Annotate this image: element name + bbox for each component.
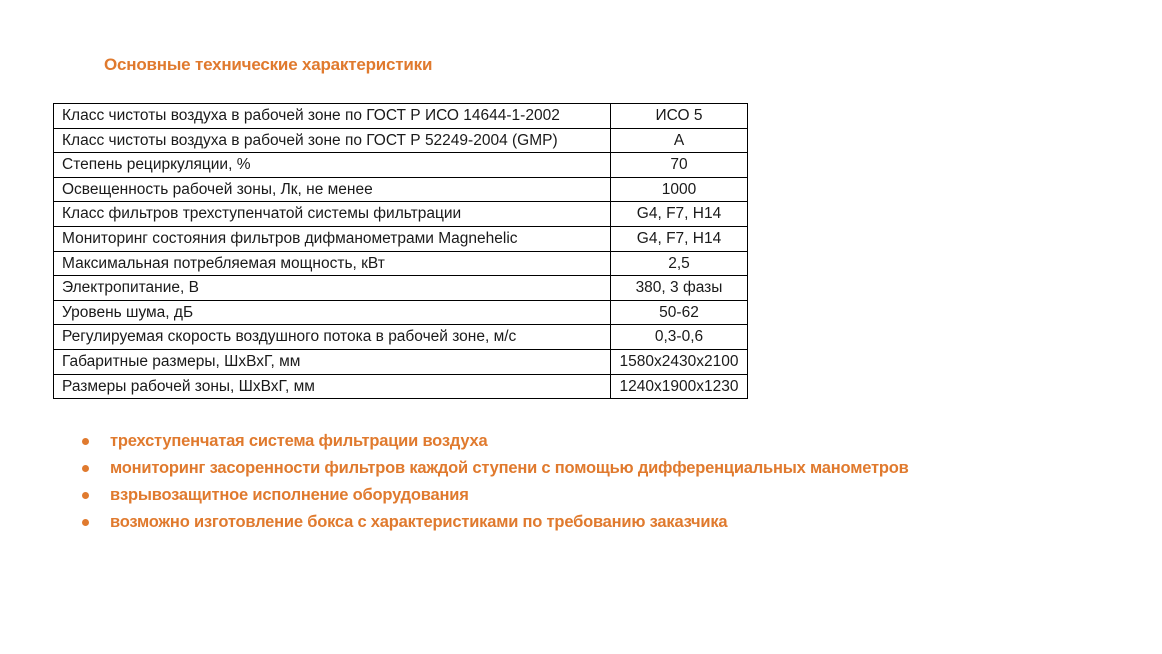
value-cell: 1580x2430x2100 [611, 349, 748, 374]
param-cell: Уровень шума, дБ [54, 300, 611, 325]
table-row [54, 325, 748, 350]
table-row [54, 226, 748, 251]
bullet-icon [82, 519, 89, 526]
param-cell: Электропитание, В [54, 276, 611, 301]
param-cell: Мониторинг состояния фильтров дифманометрами Magnehelic [54, 226, 611, 251]
param-cell: Освещенность рабочей зоны, Лк, не менее [54, 177, 611, 202]
param-cell: Габаритные размеры, ШхВхГ, мм [54, 349, 611, 374]
feature-list [80, 428, 909, 536]
value-cell: 50-62 [611, 300, 748, 325]
param-cell: Размеры рабочей зоны, ШхВхГ, мм [54, 374, 611, 399]
bullet-icon [82, 492, 89, 499]
value-cell: G4, F7, H14 [611, 226, 748, 251]
specs-table [53, 103, 748, 399]
table-row [54, 128, 748, 153]
bullet-icon [82, 465, 89, 472]
list-item [80, 482, 909, 509]
table-row [54, 153, 748, 178]
param-cell: Класс фильтров трехступенчатой системы фильтрации [54, 202, 611, 227]
table-row [54, 104, 748, 129]
value-cell: G4, F7, H14 [611, 202, 748, 227]
param-cell: Регулируемая скорость воздушного потока в рабочей зоне, м/с [54, 325, 611, 350]
table-row [54, 374, 748, 399]
feature-text: возможно изготовление бокса с характеристиками по требованию заказчика [110, 513, 728, 531]
value-cell: 0,3-0,6 [611, 325, 748, 350]
value-cell: A [611, 128, 748, 153]
feature-text: трехступенчатая система фильтрации воздуха [110, 432, 488, 450]
value-cell: 1000 [611, 177, 748, 202]
list-item [80, 509, 909, 536]
bullet-icon [82, 438, 89, 445]
table-row [54, 251, 748, 276]
param-cell: Максимальная потребляемая мощность, кВт [54, 251, 611, 276]
param-cell: Степень рециркуляции, % [54, 153, 611, 178]
list-item [80, 455, 909, 482]
table-row [54, 177, 748, 202]
value-cell: 1240x1900x1230 [611, 374, 748, 399]
value-cell: 380, 3 фазы [611, 276, 748, 301]
value-cell: 2,5 [611, 251, 748, 276]
feature-text: мониторинг засоренности фильтров каждой ступени с помощью дифференциальных манометров [110, 459, 909, 477]
param-cell: Класс чистоты воздуха в рабочей зоне по ГОСТ Р 52249-2004 (GMP) [54, 128, 611, 153]
value-cell: 70 [611, 153, 748, 178]
table-row [54, 276, 748, 301]
table-row [54, 202, 748, 227]
table-row [54, 349, 748, 374]
feature-text: взрывозащитное исполнение оборудования [110, 486, 469, 504]
value-cell: ИСО 5 [611, 104, 748, 129]
page-title: Основные технические характеристики [104, 55, 433, 74]
table-row [54, 300, 748, 325]
param-cell: Класс чистоты воздуха в рабочей зоне по ГОСТ Р ИСО 14644-1-2002 [54, 104, 611, 129]
list-item [80, 428, 909, 455]
